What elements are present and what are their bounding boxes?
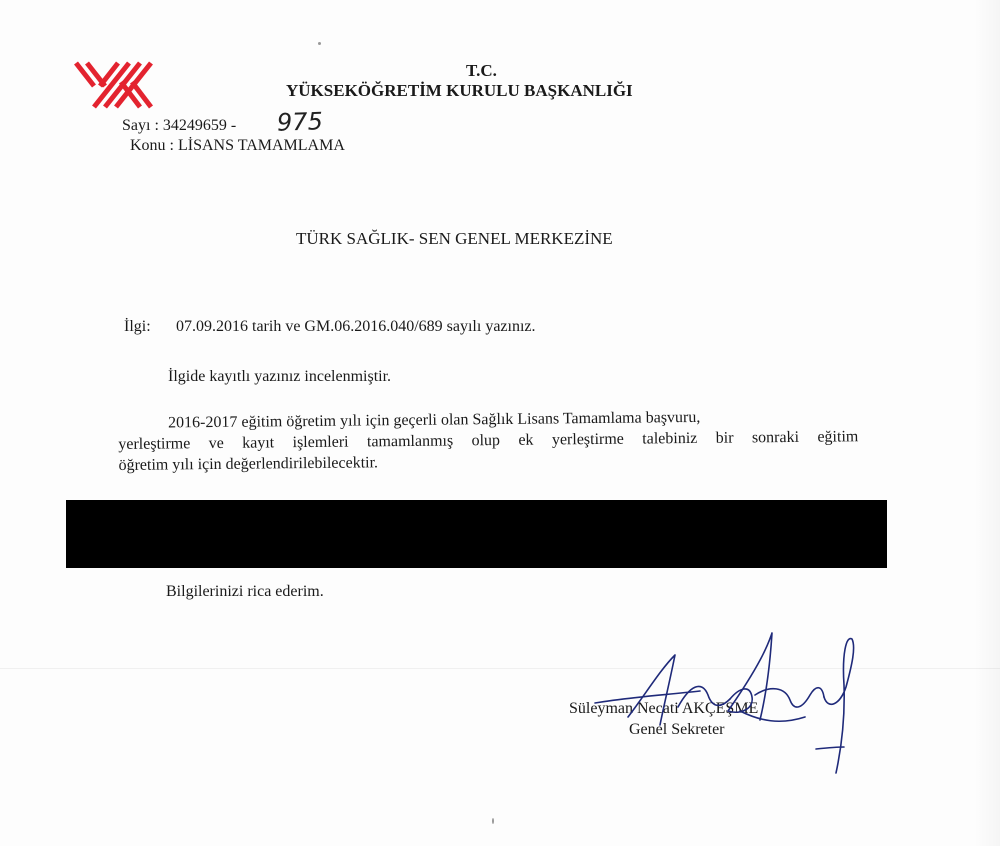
signatory-title: Genel Sekreter	[629, 721, 725, 738]
paragraph-1: İlgide kayıtlı yazınız incelenmiştir.	[168, 368, 392, 385]
reference-line	[124, 318, 536, 336]
redaction-bar	[66, 500, 887, 568]
signatory-name: Süleyman Necati AKÇEŞME	[569, 700, 759, 717]
handwritten-number: 975	[276, 107, 324, 137]
subject-line: Konu : LİSANS TAMAMLAMA	[130, 137, 345, 154]
reference-text: 07.09.2016 tarih ve GM.06.2016.040/689 sayılı yazınız.	[176, 318, 536, 335]
page-edge-shadow	[974, 0, 1000, 846]
closing-line: Bilgilerinizi rica ederim.	[166, 583, 324, 600]
paragraph-2	[118, 405, 859, 476]
reference-label: İlgi:	[124, 318, 151, 335]
handwritten-signature	[590, 625, 880, 785]
paragraph-2-line: 2016-2017 eğitim öğretim yılı için geçerli olan Sağlık Lisans Tamamlama başvuru,	[168, 408, 701, 432]
paper-speck	[492, 818, 494, 824]
heading-institution-name: YÜKSEKÖĞRETİM KURULU BAŞKANLIĞI	[286, 81, 633, 100]
heading-tc: T.C.	[466, 61, 497, 80]
reference-number: Sayı : 34249659 -	[122, 117, 237, 134]
paragraph-2-line: öğretim yılı için değerlendirilebilecektir.	[118, 454, 379, 474]
addressee: TÜRK SAĞLIK- SEN GENEL MERKEZİNE	[296, 229, 613, 248]
yok-logo	[74, 60, 156, 110]
paper-speck	[318, 42, 321, 45]
paragraph-2-line: yerleştirme ve kayıt işlemleri tamamlanmış olup ek yerleştirme talebiniz bir sonraki eğitim	[118, 428, 859, 453]
